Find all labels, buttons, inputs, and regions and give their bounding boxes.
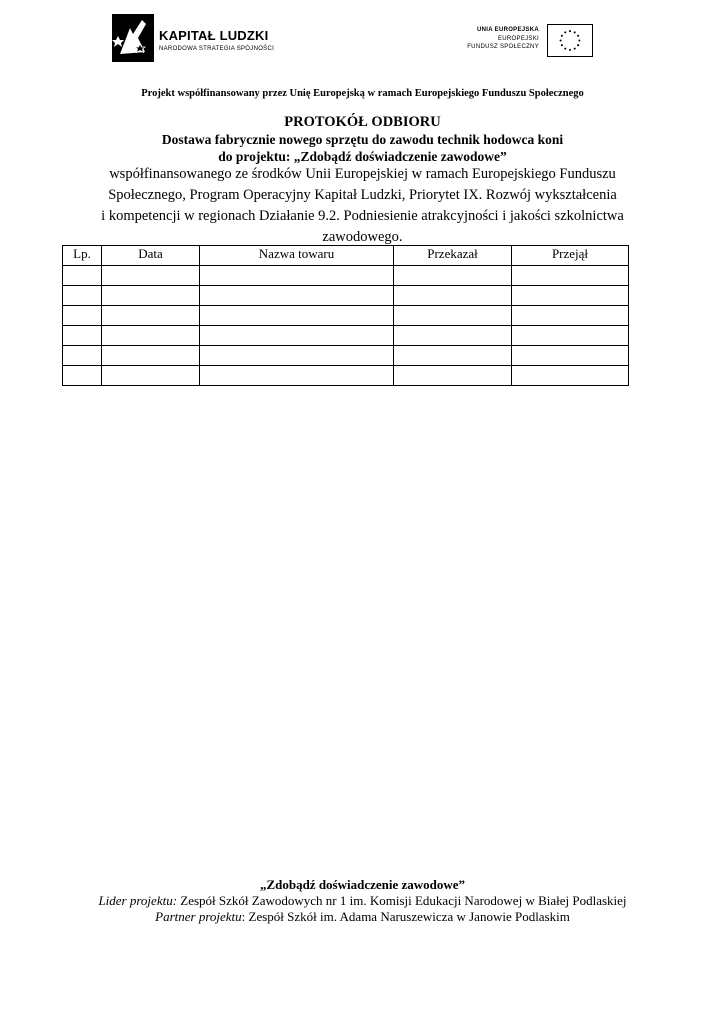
- cofunding-line: współfinansowanego ze środków Unii Europejskiej w ramach Europejskiego Funduszu: [109, 166, 616, 182]
- partner-label: Partner projektu: [155, 909, 242, 924]
- leader-label: Lider projektu:: [98, 893, 178, 908]
- table-cell: [63, 326, 102, 346]
- eu-logo-line2: EUROPEJSKI: [497, 35, 539, 42]
- kapital-ludzki-logo: [112, 12, 287, 64]
- table-body: [63, 266, 629, 386]
- table-cell: [512, 266, 629, 286]
- table-cell: [394, 266, 512, 286]
- table-cell: [394, 306, 512, 326]
- receipt-table: [62, 245, 629, 386]
- table-cell: [102, 306, 200, 326]
- table-header-row: [63, 246, 629, 266]
- table-row: [63, 266, 629, 286]
- eu-logo-line1: UNIA EUROPEJSKA: [477, 27, 539, 33]
- cofunding-header: Projekt współfinansowany przez Unię Europejską w ramach Europejskiego Funduszu Społecznego: [141, 88, 584, 99]
- cofunding-line: i kompetencji w regionach Działanie 9.2. Podniesienie atrakcyjności i jakości szkolnictwa: [101, 208, 624, 224]
- table-cell: [102, 266, 200, 286]
- kapital-ludzki-emblem-icon: [112, 14, 154, 62]
- table-cell: [200, 346, 394, 366]
- table-cell: [200, 286, 394, 306]
- table-cell: [512, 366, 629, 386]
- table-cell: [512, 326, 629, 346]
- eu-efs-logo: [455, 23, 595, 59]
- table-cell: [394, 366, 512, 386]
- table-cell: [102, 286, 200, 306]
- cofunding-line: Społecznego, Program Operacyjny Kapitał Ludzki, Priorytet IX. Rozwój wykształcenia: [108, 187, 617, 203]
- table-cell: [394, 346, 512, 366]
- title-block: [0, 113, 725, 248]
- table-cell: [512, 306, 629, 326]
- page-title: PROTOKÓŁ ODBIORU: [284, 114, 441, 130]
- table-row: [63, 346, 629, 366]
- table-cell: [512, 286, 629, 306]
- delivery-subtitle: Dostawa fabrycznie nowego sprzętu do zawodu technik hodowca koni: [161, 132, 564, 147]
- table-cell: [200, 366, 394, 386]
- table-row: [63, 366, 629, 386]
- table-row: [63, 286, 629, 306]
- table-cell: [102, 366, 200, 386]
- kapital-ludzki-subtitle: NARODOWA STRATEGIA SPÓJNOŚCI: [159, 46, 275, 52]
- table-cell: [200, 326, 394, 346]
- cofunding-statement: [0, 164, 725, 248]
- table-cell: [63, 346, 102, 366]
- table-cell: [63, 306, 102, 326]
- column-header-date: Data: [102, 246, 200, 266]
- footer: [0, 877, 725, 925]
- column-header-item-name: Nazwa towaru: [200, 246, 394, 266]
- table-cell: [394, 286, 512, 306]
- table-row: [63, 306, 629, 326]
- project-subtitle: do projektu: „Zdobądź doświadczenie zawodowe”: [218, 149, 507, 164]
- partner-value: : Zespół Szkół im. Adama Naruszewicza w Janowie Podlaskim: [241, 909, 570, 924]
- footer-partner: [0, 909, 725, 925]
- table-cell: [394, 326, 512, 346]
- table-cell: [200, 306, 394, 326]
- table-cell: [102, 326, 200, 346]
- eu-logo-text: [467, 26, 539, 52]
- table-cell: [63, 286, 102, 306]
- footer-leader: [0, 893, 725, 909]
- column-header-received: Przejął: [512, 246, 629, 266]
- column-header-lp: Lp.: [63, 246, 102, 266]
- eu-flag-icon: [547, 24, 593, 57]
- table-cell: [512, 346, 629, 366]
- eu-logo-line3: FUNDUSZ SPOŁECZNY: [467, 44, 539, 50]
- table-row: [63, 326, 629, 346]
- cofunding-line: zawodowego.: [322, 229, 403, 245]
- table-cell: [200, 266, 394, 286]
- table-cell: [63, 366, 102, 386]
- leader-value: Zespół Szkół Zawodowych nr 1 im. Komisji Edukacji Narodowej w Białej Podlaskiej: [177, 893, 627, 908]
- table-cell: [63, 266, 102, 286]
- kapital-ludzki-title: KAPITAŁ LUDZKI: [159, 28, 269, 43]
- footer-project-name: „Zdobądź doświadczenie zawodowe”: [259, 877, 466, 892]
- column-header-handed-over: Przekazał: [394, 246, 512, 266]
- table-cell: [102, 346, 200, 366]
